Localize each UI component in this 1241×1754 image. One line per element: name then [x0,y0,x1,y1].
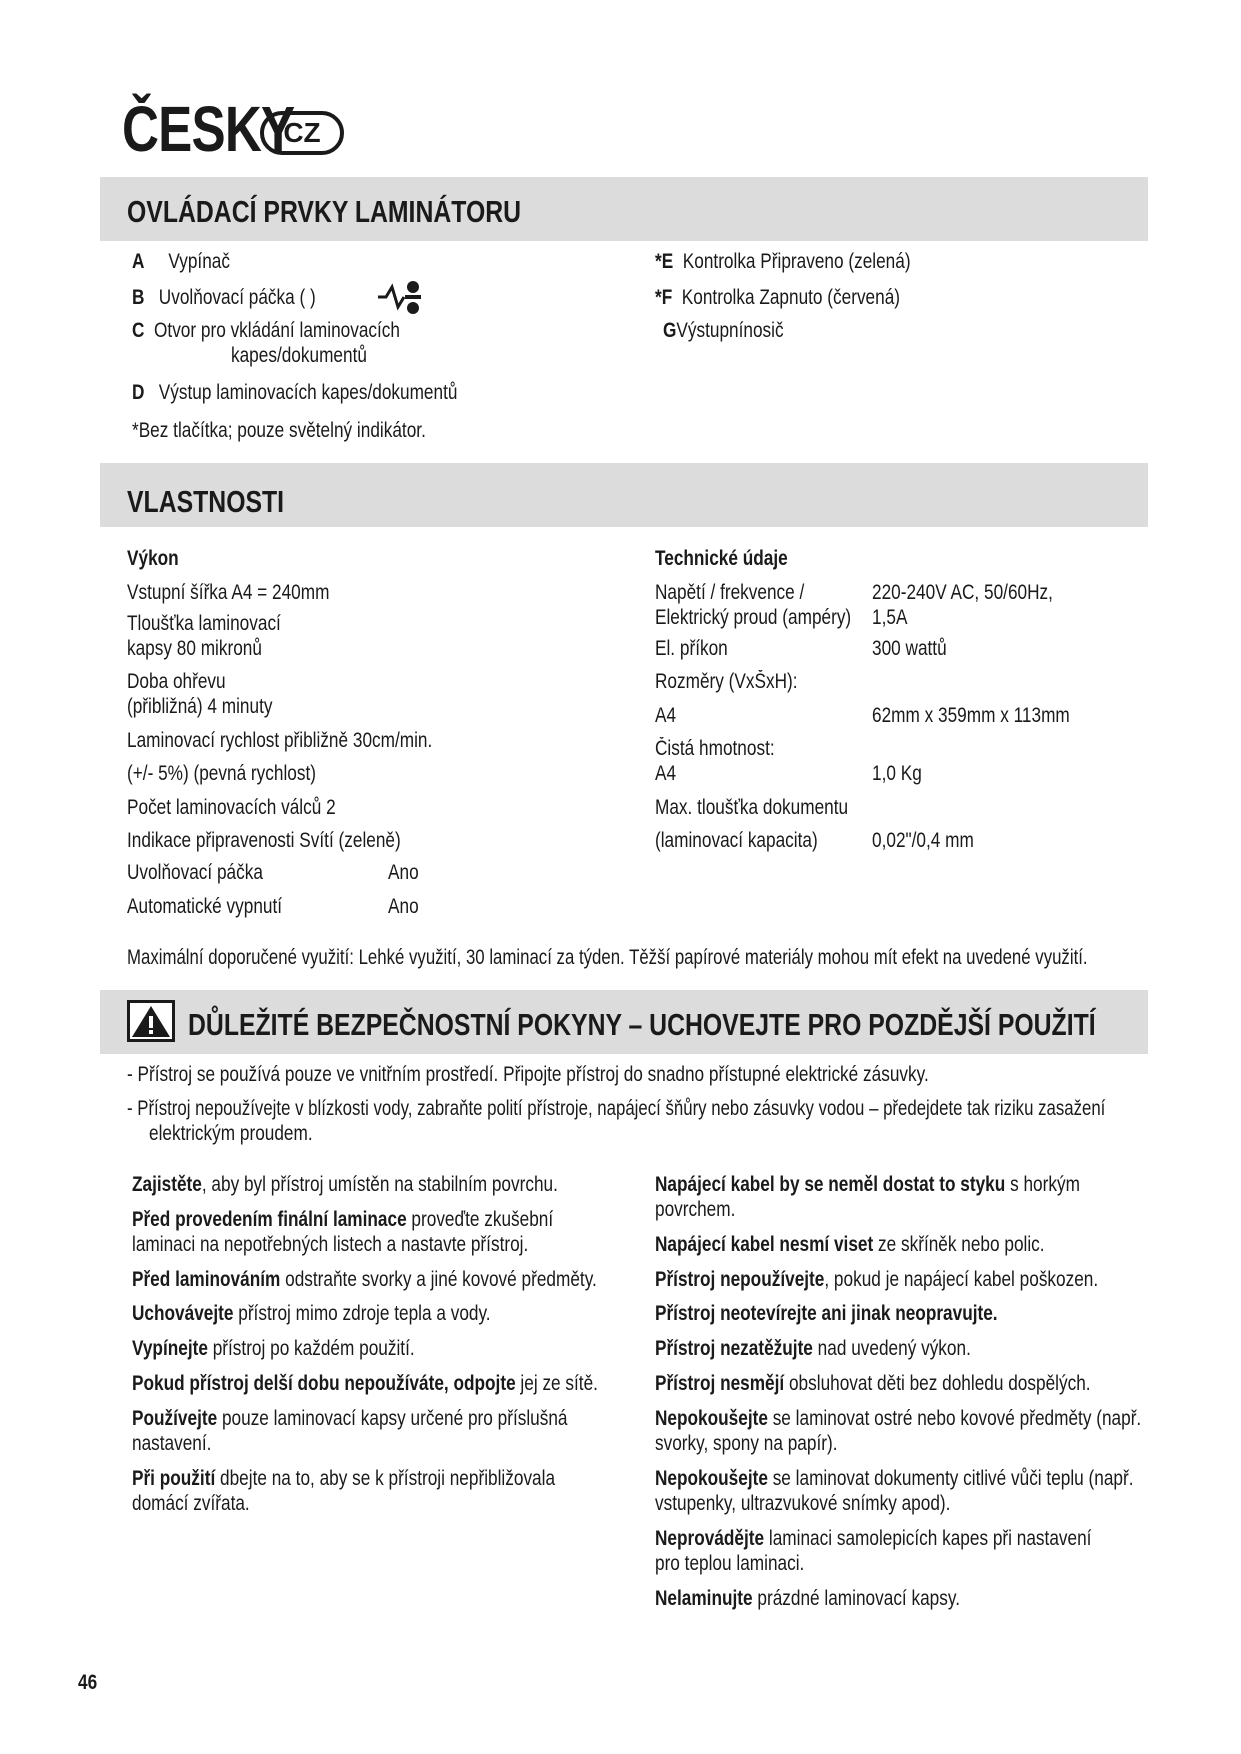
perf-line: Vstupní šířka A4 = 240mm [127,581,330,604]
page-number: 46 [78,1671,98,1694]
safety-rule: Před laminováním odstraňte svorky a jiné kovové předměty. [132,1268,597,1291]
control-item-f: *F Kontrolka Zapnuto (červená) [655,286,901,309]
safety-rule: Přístroj nepoužívejte, pokud je napájecí kabel poškozen. [655,1268,1099,1291]
safety-rule: Neprovádějte laminaci samolepicích kapes při nastavení pro teplou laminaci. [655,1527,1092,1575]
safety-rule: Nepokoušejte se laminovat ostré nebo kovové předměty (např. svorky, spony na papír). [655,1407,1142,1455]
safety-rule: Zajistěte, aby byl přístroj umístěn na stabilním povrchu. [132,1173,558,1196]
perf-pair-value: Ano [388,861,419,884]
control-item-e: *E Kontrolka Připraveno (zelená) [655,250,911,273]
tech-label: El. příkon [655,637,728,660]
usage-note: Maximální doporučené využití: Lehké využití, 30 laminací za týden. Těžší papírové materiály mohou mít efekt na uvedené využití. [127,946,1088,969]
safety-rule: Přístroj neotevírejte ani jinak neopravujte. [655,1302,998,1325]
safety-rule: Přístroj nesmějí obsluhovat děti bez dohledu dospělých. [655,1372,1091,1395]
controls-footnote: *Bez tlačítka; pouze světelný indikátor. [132,419,426,442]
control-item-g: GVýstupnínosič [663,319,784,342]
safety-rule: Vypínejte přístroj po každém použití. [132,1337,415,1360]
tech-value: 1,5A [872,606,908,629]
tech-label: Rozměry (VxŠxH): [655,670,798,693]
tech-value: 220-240V AC, 50/60Hz, [872,581,1053,604]
safety-rule: Napájecí kabel by se neměl dostat to styku s horkým povrchem. [655,1173,1080,1221]
tech-label: A4 [655,704,677,727]
tech-value: 62mm x 359mm x 113mm [872,704,1070,727]
control-item-c: C Otvor pro vkládání laminovacích [132,319,400,342]
safety-rule: Přístroj nezatěžujte nad uvedený výkon. [655,1337,971,1360]
tech-label: Čistá hmotnost: [655,737,775,760]
tech-value: 0,02"/0,4 mm [872,829,974,852]
release-lever-icon [376,279,422,315]
perf-pair-value: Ano [388,895,419,918]
perf-line: Doba ohřevu [127,670,226,693]
perf-line: Laminovací rychlost přibližně 30cm/min. [127,729,433,752]
technical-title: Technické údaje [655,547,788,570]
safety-rule: Napájecí kabel nesmí viset ze skříněk nebo polic. [655,1233,1045,1256]
tech-value: 300 wattů [872,637,947,660]
control-item-d: D Výstup laminovacích kapes/dokumentů [132,381,458,404]
safety-bullet-cont: elektrickým proudem. [149,1122,313,1145]
control-item-b: B Uvolňovací páčka ( ) [132,286,316,309]
tech-label: Max. tloušťka dokumentu [655,796,849,819]
safety-rule: Nepokoušejte se laminovat dokumenty citlivé vůči teplu (např. vstupenky, ultrazvukové snímky apod). [655,1467,1134,1515]
control-item-a: A Vypínač [132,250,230,273]
perf-pair-label: Automatické vypnutí [127,895,283,918]
safety-rule: Před provedením finální laminace proveďte zkušební laminaci na nepotřebných listech a nastavte přístroj. [132,1208,554,1256]
safety-rule: Pokud přístroj delší dobu nepoužíváte, odpojte jej ze sítě. [132,1372,598,1395]
tech-label: Napětí / frekvence / [655,581,805,604]
perf-line: Tloušťka laminovací [127,612,281,635]
perf-line: (přibližná) 4 minuty [127,695,273,718]
tech-value: 1,0 Kg [872,762,922,785]
control-item-c-cont: kapes/dokumentů [231,344,367,367]
features-heading: VLASTNOSTI [127,484,285,519]
perf-line: (+/- 5%) (pevná rychlost) [127,762,317,785]
controls-heading: OVLÁDACÍ PRVKY LAMINÁTORU [127,194,522,229]
safety-rule: Uchovávejte přístroj mimo zdroje tepla a vody. [132,1302,491,1325]
tech-label: (laminovací kapacita) [655,829,818,852]
safety-heading: DŮLEŽITÉ BEZPEČNOSTNÍ POKYNY – UCHOVEJTE PRO POZDĚJŠÍ POUŽITÍ [188,1007,1096,1042]
warning-icon [127,1000,175,1042]
safety-rule: Při použití dbejte na to, aby se k přístroji nepřibližovala domácí zvířata. [132,1467,556,1515]
language-badge: CZ [260,111,344,155]
safety-bullet: - Přístroj nepoužívejte v blízkosti vody, zabraňte polití přístroje, napájecí šňůry nebo zásuvky vodou – předejdete tak riziku zasažení [127,1097,1106,1120]
perf-line: Indikace připravenosti Svítí (zeleně) [127,829,401,852]
page-title: ČESKY [122,93,295,165]
safety-bullet: - Přístroj se používá pouze ve vnitřním prostředí. Připojte přístroj do snadno přístupné elektrické zásuvky. [127,1063,929,1086]
safety-rule: Nelaminujte prázdné laminovací kapsy. [655,1587,960,1610]
perf-line: kapsy 80 mikronů [127,637,262,660]
perf-pair-label: Uvolňovací páčka [127,861,263,884]
tech-label: Elektrický proud (ampéry) [655,606,852,629]
tech-label: A4 [655,762,677,785]
perf-line: Počet laminovacích válců 2 [127,796,336,819]
performance-title: Výkon [127,547,179,570]
safety-rule: Používejte pouze laminovací kapsy určené pro příslušná nastavení. [132,1407,568,1455]
